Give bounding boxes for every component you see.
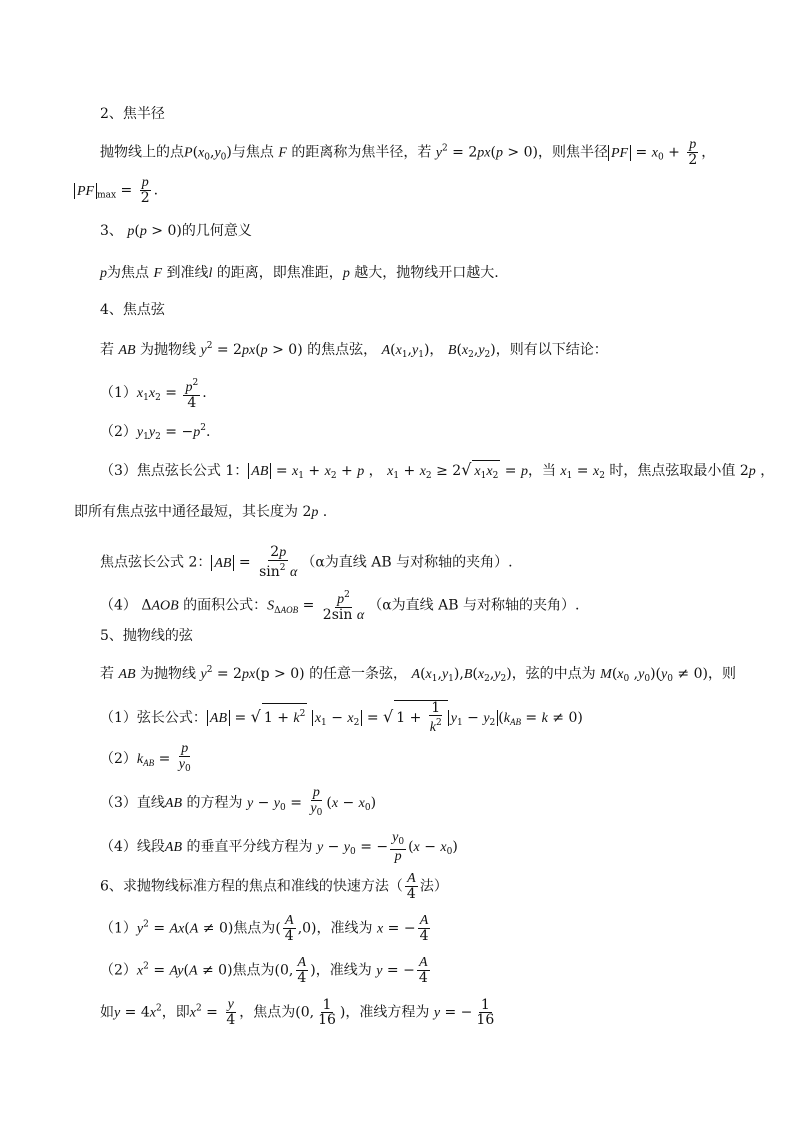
section-4-intro: 若 AB 为抛物线 $y^2 = 2px(p > 0)$ 的焦点弦， $A(x_1,y_1)$， $B(x_2,y_2)$，则有以下结论： xyxy=(100,341,608,360)
section-5-chord-length: （1）弦长公式： AB = √ $1 + k^2$ $x_1 - x_2$ = √ 1 + $\frac{1}{k^2}$ $y_1 - y_2$ $(k_{AB} = k \ne 0)$ xyxy=(100,700,583,735)
section-5-intro: 若 AB 为抛物线 $y^2 = 2px(p > 0)$ 的任意一条弦， $A(x_1,y_1),B(x_2,y_2)$，弦的中点为 $M(x_0$ $,y_0)(y_0 \ne 0)$，则 xyxy=(100,665,736,684)
section-6-title: 6、求抛物线标准方程的焦点和准线的快速方法（ $\frac{A}{4}$ 法） xyxy=(100,871,448,902)
section-6-case-1: $(1)y^2 = Ax(A \ne 0)$焦点为( $\frac{A}{4}$ ,0)，准线为 x = − $\frac{A}{4}$ xyxy=(100,913,429,944)
section-2-max-formula: PF $_{max}$ = $\frac{p}{2}$ . xyxy=(74,176,158,206)
section-4-conclusion-2: $(2)y_1y_2 = -p^2$. xyxy=(100,423,211,442)
section-4-conclusion-3-line-2: 即所有焦点弦中通径最短，其长度为 2p . xyxy=(74,504,328,520)
section-4-title: 4、焦点弦 xyxy=(100,302,165,318)
section-2-title: 2、焦半径 xyxy=(100,106,165,122)
section-5-bisector-equation: （4）线段AB 的垂直平分线方程为 $y - y_0$ = − $\frac{y_0}{p}$ $(x - x_0)$ xyxy=(100,830,458,864)
section-2-paragraph: 抛物线上的点$P(x_0,y_0)$与焦点 F 的距离称为焦半径，若 $y^2 = 2px(p > 0)$，则焦半径 PF = $x_0$ + $\frac{p}{2}$ ， xyxy=(100,137,716,168)
section-6-case-2: $(2)x^2 = Ay(A \ne 0)$焦点为(0, $\frac{A}{4}$ )，准线为 y = − $\frac{A}{4}$ xyxy=(100,955,428,986)
section-4-conclusion-3: （3）焦点弦长公式 1： AB = $x_1 + x_2 + p$ ， $x_1 + x_2 \ge 2√$ $x_1x_2 = p$，当 $x_1 = x_2$ 时，焦点弦取最小值 2p ， xyxy=(100,460,774,486)
section-4-formula-2: 焦点弦长公式 2： AB = $\frac{2p}{\sin^2 \alpha}$ （α为直线 AB 与对称轴的夹角）. xyxy=(100,544,513,580)
section-5-title: 5、抛物线的弦 xyxy=(100,628,193,644)
section-5-line-equation: （3）直线AB 的方程为 $y - y_0$ = $\frac{p}{y_0}$ $(x - x_0)$ xyxy=(100,785,377,818)
section-3-title: 3、 p(p > 0)的几何意义 xyxy=(100,223,252,239)
section-3-paragraph: p为焦点 F 到准线l 的距离，即焦准距，p 越大，抛物线开口越大. xyxy=(100,265,499,281)
section-6-example: 如$y = 4x^2$，即$x^2$ = $\frac{y}{4}$ ，焦点为(0, $\frac{1}{16}$ )，准线方程为 y = − $\frac{1}{16}$ xyxy=(100,997,495,1028)
section-4-conclusion-1: $(1)x_1x_2$ = $\frac{p^2}{4}$ . xyxy=(100,378,207,411)
section-5-slope: $(2)k_{AB}$ = $\frac{p}{y_0}$ xyxy=(100,741,191,774)
section-4-conclusion-4: （4） ΔAOB 的面积公式：$S_{\Delta AOB}$ = $\frac{p^2}{\text{2sin α}}$ （α为直线 AB 与对称轴的夹角）. xyxy=(100,590,580,623)
